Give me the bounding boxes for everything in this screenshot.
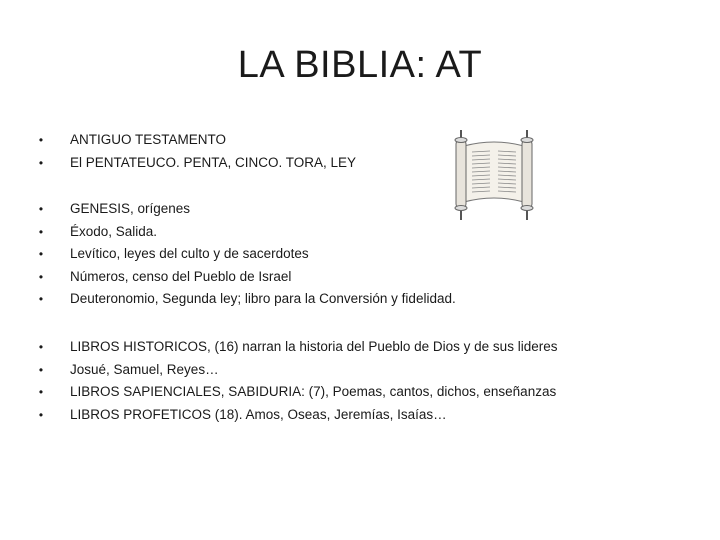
bullet-icon: • [38,340,44,354]
list-item-text: Josué, Samuel, Reyes… [70,361,219,377]
list-item [36,381,557,404]
list-item [36,336,557,359]
list-item [36,221,456,244]
list-item-text: El PENTATEUCO. PENTA, CINCO. TORA, LEY [70,154,357,170]
bullet-icon: • [38,133,44,147]
bullet-icon: • [38,202,44,216]
bullet-icon: • [38,155,44,170]
list-item-text: LIBROS HISTORICOS, (16) narran la historia del Pueblo de Dios y de sus lideres [70,339,558,354]
list-item [36,152,356,175]
bullet-list-intro [36,129,356,174]
list-item-text: ANTIGUO TESTAMENTO [70,132,227,147]
torah-scroll-icon [440,124,548,224]
list-item [36,198,456,221]
bullet-icon: • [38,269,44,284]
bullet-icon: • [38,224,44,239]
list-item-text: Levítico, leyes del culto y de sacerdotes [70,246,309,261]
list-item-text: Éxodo, Salida. [70,223,158,239]
bullet-list-pentateuco [36,198,456,311]
list-item [36,404,557,427]
bullet-icon: • [38,407,44,422]
bullet-icon: • [38,385,44,399]
bullet-icon: • [38,247,44,261]
list-item [36,359,557,382]
bullet-icon: • [38,362,44,377]
list-item-text: LIBROS PROFETICOS (18). Amos, Oseas, Jeremías, Isaías… [70,406,447,422]
list-item-text: LIBROS SAPIENCIALES, SABIDURIA: (7), Poemas, cantos, dichos, enseñanzas [70,384,557,399]
list-item [36,288,456,311]
list-item [36,129,356,152]
slide-title: LA BIBLIA: AT [237,44,483,86]
list-item-text: Deuteronomio, Segunda ley; libro para la Conversión y fidelidad. [70,291,456,306]
list-item [36,243,456,266]
bullet-list-libros [36,336,557,426]
list-item-text: GENESIS, orígenes [70,201,191,216]
bullet-icon: • [38,292,44,306]
list-item [36,266,456,289]
list-item-text: Números, censo del Pueblo de Israel [70,268,292,284]
